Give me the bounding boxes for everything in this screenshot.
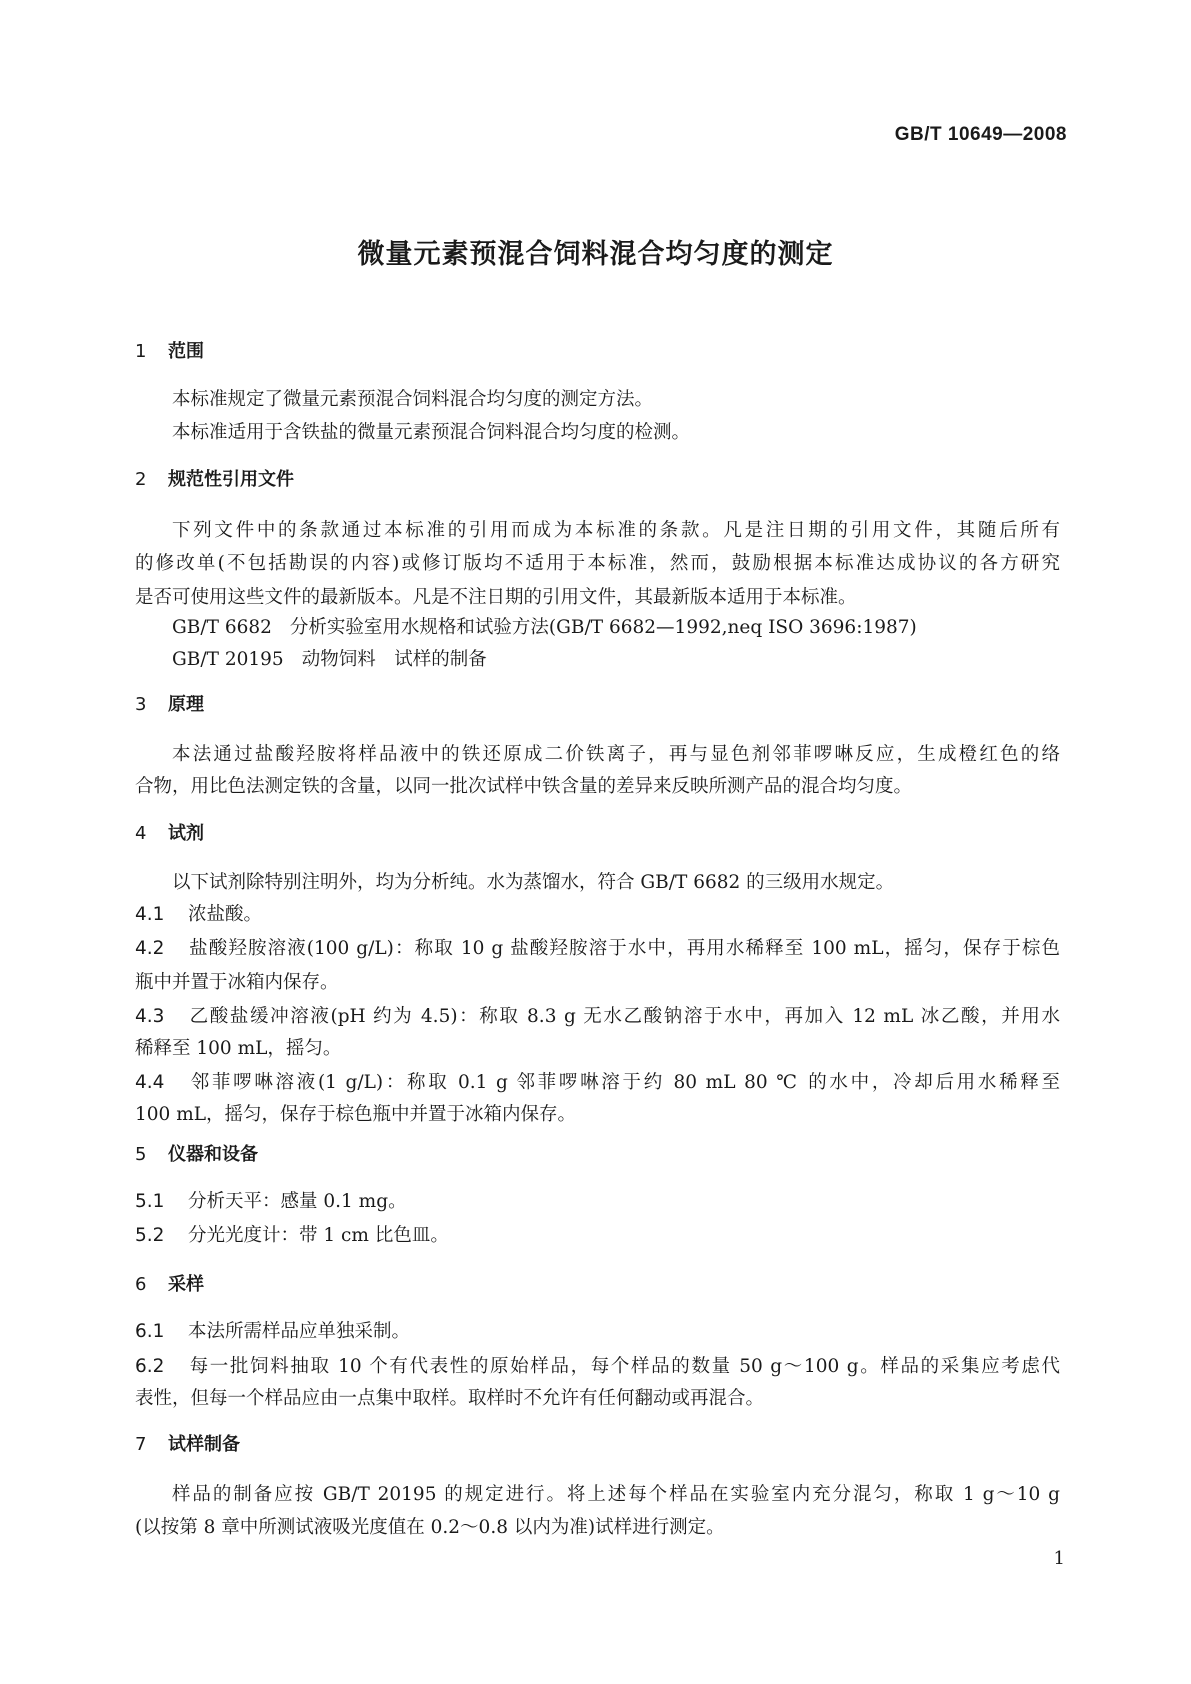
- clause-number: 4: [135, 823, 147, 844]
- paragraph-line: [135, 547, 1060, 581]
- line-text: 本法所需样品应单独采制。: [188, 1321, 411, 1342]
- section-heading: [135, 819, 1060, 853]
- line-text: 范围: [168, 341, 204, 362]
- line-text: 本法通过盐酸羟胺将样品液中的铁还原成二价铁离子，再与显色剂邻菲啰啉反应，生成橙红色的络: [172, 744, 1060, 765]
- clause-number: 4.4: [135, 1072, 165, 1093]
- clause-number: 5.1: [135, 1191, 165, 1212]
- section-heading: [135, 465, 1060, 499]
- line-text: 以下试剂除特别注明外，均为分析纯。水为蒸馏水，符合 GB/T 6682 的三级用水规定。: [172, 872, 895, 893]
- paragraph-line: [135, 770, 1060, 804]
- line-text: 是否可使用这些文件的最新版本。凡是不注日期的引用文件，其最新版本适用于本标准。: [135, 587, 857, 608]
- normative-reference: [135, 643, 1060, 677]
- document-title: 微量元素预混合饲料混合均匀度的测定: [357, 239, 834, 270]
- line-text: 试样制备: [168, 1434, 240, 1455]
- clause-number: 5: [135, 1144, 147, 1165]
- section-heading: [135, 1430, 1060, 1464]
- line-text: 合物，用比色法测定铁的含量，以同一批次试样中铁含量的差异来反映所测产品的混合均匀度。: [135, 776, 913, 797]
- line-text: 采样: [168, 1274, 204, 1295]
- clause-number: 1: [135, 341, 147, 362]
- clause-item: [135, 1219, 1060, 1253]
- line-text: (以按第 8 章中所测试液吸光度值在 0.2～0.8 以内为准)试样进行测定。: [135, 1517, 725, 1538]
- line-text: 下列文件中的条款通过本标准的引用而成为本标准的条款。凡是注日期的引用文件，其随后所有: [172, 520, 1060, 541]
- standard-number: GB/T 10649—2008: [894, 124, 1067, 145]
- line-text: 分析天平：感量 0.1 mg。: [188, 1191, 407, 1212]
- paragraph-line: [135, 514, 1060, 548]
- line-text: 盐酸羟胺溶液(100 g/L)：称取 10 g 盐酸羟胺溶于水中，再用水稀释至 100 mL，摇匀，保存于棕色: [188, 938, 1060, 959]
- line-text: 试剂: [168, 823, 204, 844]
- clause-number: 5.2: [135, 1225, 165, 1246]
- clause-item: [135, 932, 1060, 966]
- paragraph-line: [135, 738, 1060, 772]
- paragraph-line: [135, 581, 1060, 615]
- paragraph-line: [135, 966, 1060, 1000]
- paragraph-line: [135, 866, 1060, 900]
- line-text: 规范性引用文件: [168, 469, 294, 490]
- paragraph-line: [135, 1032, 1060, 1066]
- line-text: 本标准规定了微量元素预混合饲料混合均匀度的测定方法。: [172, 389, 654, 410]
- clause-item: [135, 1350, 1060, 1384]
- line-text: 表性，但每一个样品应由一点集中取样。取样时不允许有任何翻动或再混合。: [135, 1388, 765, 1409]
- line-text: 稀释至 100 mL，摇匀。: [135, 1038, 342, 1059]
- line-text: 原理: [168, 694, 204, 715]
- clause-number: 6: [135, 1274, 147, 1295]
- line-text: 每一批饲料抽取 10 个有代表性的原始样品，每个样品的数量 50 g～100 g。样品的采集应考虑代: [188, 1356, 1060, 1377]
- clause-number: GB/T 6682: [172, 617, 272, 638]
- section-heading: [135, 690, 1060, 724]
- line-text: 100 mL，摇匀，保存于棕色瓶中并置于冰箱内保存。: [135, 1104, 577, 1125]
- line-text: 动物饲料 试样的制备: [301, 649, 487, 670]
- clause-number: GB/T 20195: [172, 649, 284, 670]
- clause-item: [135, 1185, 1060, 1219]
- clause-item: [135, 1066, 1060, 1100]
- line-text: 本标准适用于含铁盐的微量元素预混合饲料混合均匀度的检测。: [172, 422, 691, 443]
- clause-item: [135, 1000, 1060, 1034]
- clause-number: 7: [135, 1434, 147, 1455]
- line-text: 分光光度计：带 1 cm 比色皿。: [188, 1225, 449, 1246]
- section-heading: [135, 337, 1060, 371]
- clause-number: 4.1: [135, 904, 165, 925]
- paragraph-line: [135, 1478, 1060, 1512]
- clause-number: 6.2: [135, 1356, 165, 1377]
- clause-item: [135, 898, 1060, 932]
- clause-number: 4.2: [135, 938, 165, 959]
- line-text: 的修改单(不包括勘误的内容)或修订版均不适用于本标准，然而，鼓励根据本标准达成协议的各方研究: [135, 553, 1060, 574]
- clause-item: [135, 1315, 1060, 1349]
- paragraph-line: [135, 383, 1060, 417]
- clause-number: 4.3: [135, 1006, 165, 1027]
- clause-number: 6.1: [135, 1321, 165, 1342]
- paragraph-line: [135, 416, 1060, 450]
- line-text: 分析实验室用水规格和试验方法(GB/T 6682—1992,neq ISO 3696:1987): [289, 617, 917, 638]
- section-heading: [135, 1270, 1060, 1304]
- line-text: 乙酸盐缓冲溶液(pH 约为 4.5)：称取 8.3 g 无水乙酸钠溶于水中，再加入 12 mL 冰乙酸，并用水: [188, 1006, 1060, 1027]
- paragraph-line: [135, 1511, 1060, 1545]
- clause-number: 2: [135, 469, 147, 490]
- line-text: 瓶中并置于冰箱内保存。: [135, 972, 339, 993]
- line-text: 仪器和设备: [168, 1144, 258, 1165]
- paragraph-line: [135, 1382, 1060, 1416]
- line-text: 邻菲啰啉溶液(1 g/L)：称取 0.1 g 邻菲啰啉溶于约 80 mL 80 ℃ 的水中，冷却后用水稀释至: [188, 1072, 1060, 1093]
- section-heading: [135, 1140, 1060, 1174]
- line-text: 样品的制备应按 GB/T 20195 的规定进行。将上述每个样品在实验室内充分混匀，称取 1 g～10 g: [172, 1484, 1060, 1505]
- line-text: 浓盐酸。: [188, 904, 263, 925]
- paragraph-line: [135, 1098, 1060, 1132]
- page-number: 1: [1053, 1548, 1065, 1569]
- normative-reference: [135, 611, 1060, 645]
- clause-number: 3: [135, 694, 147, 715]
